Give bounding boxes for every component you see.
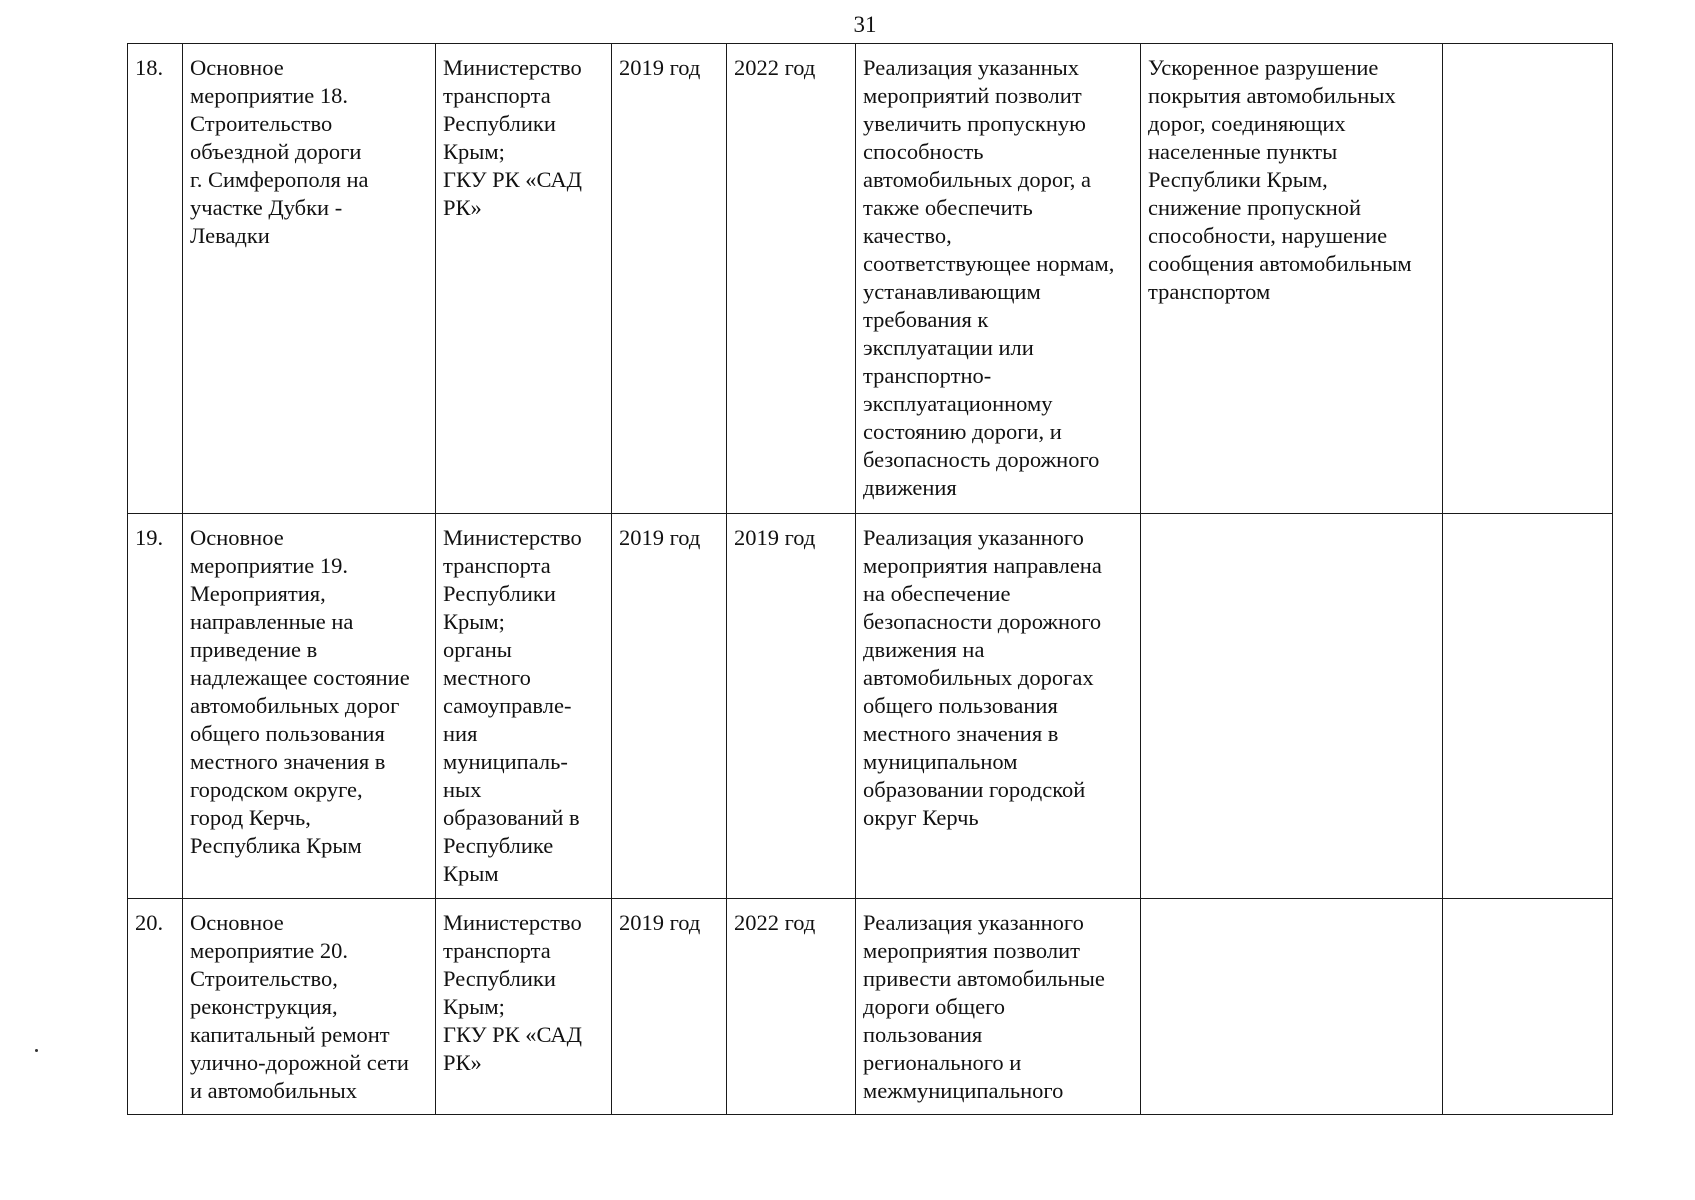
table-row-20 — [128, 899, 1613, 1115]
end-year-cell — [727, 514, 856, 899]
end-year: 2022 год — [734, 55, 816, 80]
table-row-18 — [128, 44, 1613, 514]
end-year: 2019 год — [734, 525, 816, 550]
row-number-cell — [128, 899, 183, 1115]
end-year-cell — [727, 899, 856, 1115]
end-year: 2022 год — [734, 910, 816, 935]
row-number: 19. — [135, 525, 164, 550]
consequences-cell — [1141, 44, 1443, 514]
consequences-cell — [1141, 514, 1443, 899]
start-year: 2019 год — [619, 910, 701, 935]
executor-cell — [436, 514, 612, 899]
row-number-cell — [128, 44, 183, 514]
page-number: 31 — [853, 12, 877, 37]
measures-table — [127, 43, 1613, 1115]
link-cell — [1443, 514, 1613, 899]
executor: Министерство транспорта Республики Крым; ГКУ РК «САД РК» — [443, 910, 582, 1075]
expected-result: Реализация указанного мероприятия направлена на обеспечение безопасности дорожного движения на автомобильных дорогах общего пользования местного значения в муниципальном образовании городской округ Керчь — [863, 525, 1102, 830]
expected-result: Реализация указанного мероприятия позволит привести автомобильные дороги общего пользования регионального и межмуниципального — [863, 910, 1105, 1103]
expected-result-cell — [856, 899, 1141, 1115]
executor: Министерство транспорта Республики Крым; ГКУ РК «САД РК» — [443, 55, 582, 220]
expected-result-cell — [856, 44, 1141, 514]
row-number: 20. — [135, 910, 164, 935]
row-number: 18. — [135, 55, 164, 80]
start-year: 2019 год — [619, 55, 701, 80]
consequences-cell — [1141, 899, 1443, 1115]
measure-name: Основное мероприятие 20. Строительство, реконструкция, капитальный ремонт улично-дорожной сети и автомобильных — [190, 910, 409, 1103]
measure-name-cell — [183, 899, 436, 1115]
table-row-19 — [128, 514, 1613, 899]
expected-result: Реализация указанных мероприятий позволит увеличить пропускную способность автомобильных дорог, а также обеспечить качество, соответствующее нормам, устанавливающим требования к эксплуатации или транспортно- эксплуатационному состоянию дороги, и безопасность дорожного движения — [863, 55, 1115, 500]
link-cell — [1443, 44, 1613, 514]
executor-cell — [436, 899, 612, 1115]
start-year: 2019 год — [619, 525, 701, 550]
end-year-cell — [727, 44, 856, 514]
scan-speck — [35, 1049, 38, 1052]
consequences: Ускоренное разрушение покрытия автомобильных дорог, соединяющих населенные пункты Республики Крым, снижение пропускной способности, нарушение сообщения автомобильным транспортом — [1148, 55, 1412, 304]
executor-cell — [436, 44, 612, 514]
measure-name: Основное мероприятие 18. Строительство объездной дороги г. Симферополя на участке Дубки - Левадки — [190, 55, 369, 248]
start-year-cell — [612, 514, 727, 899]
row-number-cell — [128, 514, 183, 899]
expected-result-cell — [856, 514, 1141, 899]
measure-name: Основное мероприятие 19. Мероприятия, направленные на приведение в надлежащее состояние автомобильных дорог общего пользования местного значения в городском округе, город Керчь, Республика Крым — [190, 525, 410, 858]
measure-name-cell — [183, 44, 436, 514]
start-year-cell — [612, 44, 727, 514]
start-year-cell — [612, 899, 727, 1115]
link-cell — [1443, 899, 1613, 1115]
measure-name-cell — [183, 514, 436, 899]
executor: Министерство транспорта Республики Крым; органы местного самоуправле- ния муниципаль- ных образований в Республике Крым — [443, 525, 582, 886]
